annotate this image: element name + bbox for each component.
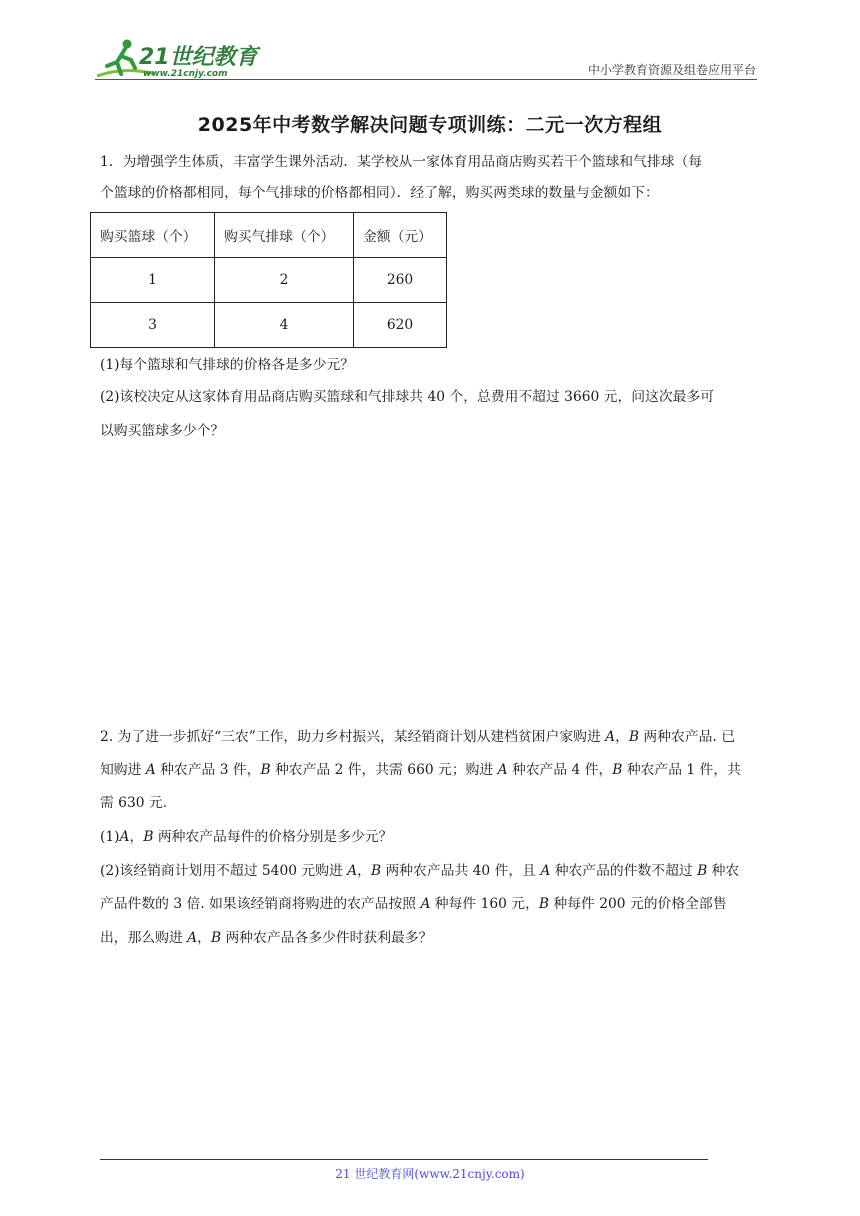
text-run: 种农产品 3 件， (155, 762, 261, 778)
q2-sub-question-1 (100, 823, 764, 852)
var-b: B (260, 762, 271, 778)
text-run: 种农产品的件数不超过 (550, 863, 698, 879)
text-run: 种农产品 4 件， (507, 762, 613, 778)
q1-sub-question-1: (1)每个篮球和气排球的价格各是多少元？ (100, 357, 355, 373)
text-run: 两种农产品每件的价格分别是多少元？ (153, 829, 393, 845)
table-header-row (91, 213, 447, 258)
var-a: A (145, 762, 156, 778)
q1-table (90, 212, 447, 348)
text-run: 出，那么购进 (100, 930, 188, 946)
q1-line-1: 1．为增强学生体质，丰富学生课外活动．某学校从一家体育用品商店购买若干个篮球和气排球（每 (100, 154, 703, 170)
q2-sub-question-2-line-1 (100, 857, 764, 886)
text-run: 种每件 200 元的价格全部售 (549, 896, 727, 912)
header-divider (95, 79, 757, 80)
logo-text: 21世纪教育 (139, 45, 258, 70)
table-header-volleyball: 购买气排球（个） (215, 213, 354, 258)
q2-line-1 (100, 723, 764, 752)
var-a: A (420, 896, 431, 912)
text-run: ， (615, 729, 629, 745)
q1-sub-question-2-line-1: (2)该校决定从这家体育用品商店购买篮球和气排球共 40 个，总费用不超过 3660 元，问这次最多可 (100, 389, 715, 405)
table-row (91, 303, 447, 348)
q2-line-2 (100, 756, 764, 785)
var-a: A (605, 729, 616, 745)
var-b: B (210, 930, 222, 946)
text-run: 两种农产品. 已 (639, 729, 735, 745)
q1-line-2: 个篮球的价格都相同，每个气排球的价格都相同）．经了解，购买两类球的数量与金额如下： (100, 185, 659, 201)
header-platform-text: 中小学教育资源及组卷应用平台 (587, 63, 756, 77)
q2-sub-question-2-line-3 (100, 924, 764, 953)
text-run: 种农产品 2 件，共需 660 元；购进 (270, 762, 498, 778)
var-b: B (612, 762, 623, 778)
var-a: A (119, 829, 130, 845)
logo-graphic (95, 36, 265, 80)
text-run: 种每件 160 元， (430, 896, 539, 912)
logo-url: www.21cnjy.com (143, 69, 228, 79)
site-logo (95, 36, 265, 80)
text-run: 两种农产品共 40 件，且 (381, 863, 541, 879)
table-cell: 3 (91, 303, 215, 348)
text-run: 种农产品 1 件，共 (622, 762, 741, 778)
text-run: ， (357, 863, 371, 879)
var-a: A (497, 762, 508, 778)
text-run: (1) (100, 829, 120, 845)
footer-divider (100, 1159, 708, 1160)
var-b: B (143, 829, 154, 845)
q2-sub-question-2-line-2 (100, 890, 764, 919)
table-cell: 4 (215, 303, 354, 348)
table-header-amount: 金额（元） (354, 213, 447, 258)
table-row (91, 258, 447, 303)
page-title: 2025年中考数学解决问题专项训练：二元一次方程组 (197, 114, 663, 136)
footer-link[interactable]: 21 世纪教育网(www.21cnjy.com) (335, 1167, 525, 1181)
var-a: A (540, 863, 551, 879)
q1-sub-question-2-line-2: 以购买篮球多少个？ (100, 423, 225, 439)
text-run: ， (129, 829, 144, 845)
table-header-basketball: 购买篮球（个） (91, 213, 215, 258)
text-run: 两种农产品各多少件时获利最多？ (221, 930, 433, 946)
table-cell: 2 (215, 258, 354, 303)
text-run: (2)该经销商计划用不超过 5400 元购进 (100, 863, 348, 879)
text-run: 种农 (707, 863, 740, 879)
var-b: B (538, 896, 550, 912)
var-b: B (370, 863, 382, 879)
var-b: B (628, 729, 640, 745)
table-cell: 620 (354, 303, 447, 348)
text-run: 2. 为了进一步抓好“三农”工作，助力乡村振兴，某经销商计划从建档贫困户家购进 (100, 729, 606, 745)
var-b: B (697, 863, 708, 879)
var-a: A (347, 863, 358, 879)
var-a: A (187, 930, 198, 946)
table-cell: 1 (91, 258, 215, 303)
q2-line-3: 需 630 元. (100, 795, 168, 811)
text-run: ， (197, 930, 211, 946)
text-run: 知购进 (100, 762, 146, 778)
table-cell: 260 (354, 258, 447, 303)
text-run: 产品件数的 3 倍. 如果该经销商将购进的农产品按照 (100, 896, 421, 912)
